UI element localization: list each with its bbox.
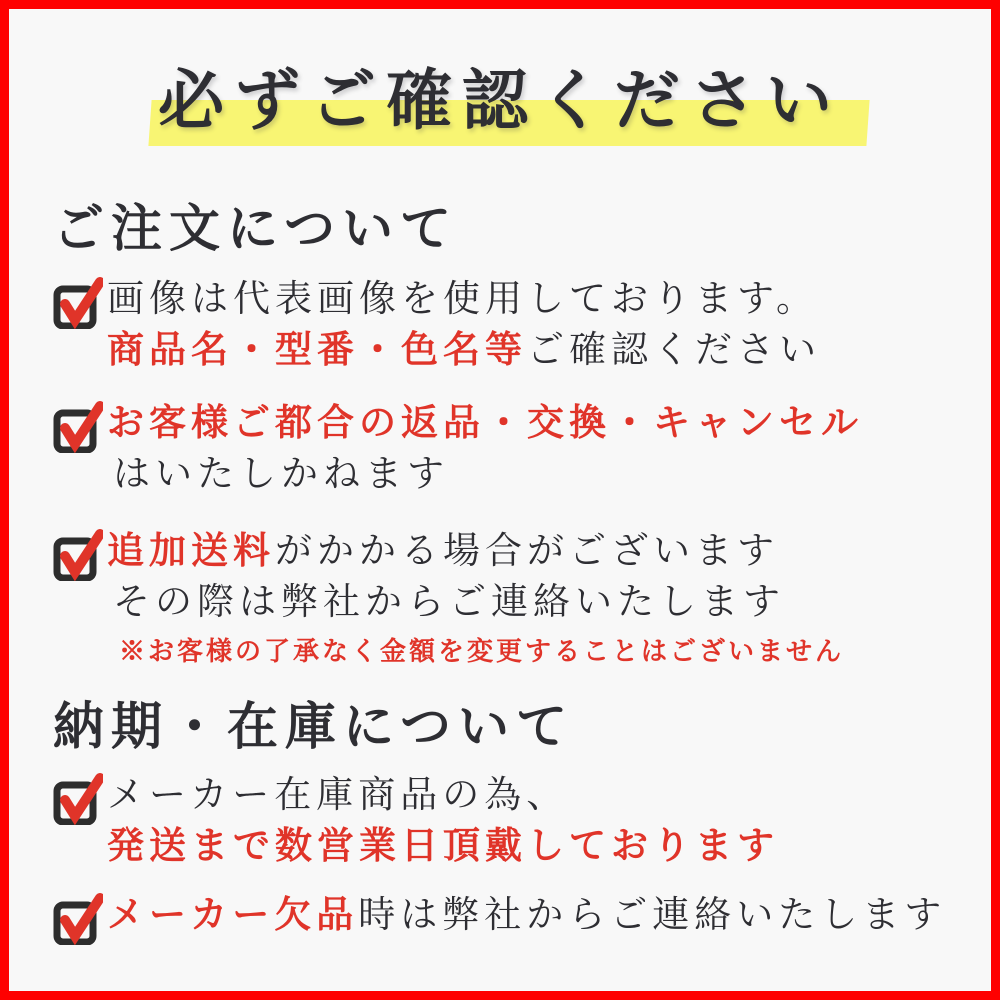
text-segment: がかかる場合がございます xyxy=(275,529,779,572)
notice-item-text xyxy=(107,889,946,940)
notice-item-text xyxy=(107,769,779,871)
text-segment: ご確認ください xyxy=(527,328,821,371)
text-segment-red: メーカー欠品 xyxy=(107,892,359,936)
notice-footnote: ※お客様の了承なく金額を変更することはございません xyxy=(119,637,845,667)
notice-line xyxy=(107,769,779,820)
notice-line xyxy=(107,273,821,324)
notice-item-text xyxy=(107,397,863,499)
checked-checkbox-icon xyxy=(53,525,103,581)
notice-item-extra-shipping xyxy=(53,525,844,671)
text-segment: 時は弊社からご連絡いたします xyxy=(358,893,947,936)
checked-checkbox-icon xyxy=(53,273,103,329)
section-heading-order: ご注文について xyxy=(53,199,458,259)
section-heading-stock: 納期・在庫について xyxy=(53,697,574,757)
text-segment-red: 商品名・型番・色名等 xyxy=(107,327,527,371)
text-segment: はいたしかねます xyxy=(113,452,449,495)
text-segment: メーカー在庫商品の為、 xyxy=(107,773,569,816)
notice-line xyxy=(107,889,946,940)
text-segment: その際は弊社からご連絡いたします xyxy=(113,580,785,623)
notice-item-text xyxy=(107,273,821,375)
notice-item-no-returns xyxy=(53,397,863,499)
text-segment: 画像は代表画像を使用しております。 xyxy=(107,277,819,320)
page-title: 必ずご確認ください xyxy=(158,61,842,139)
notice-line xyxy=(107,820,779,871)
notice-line xyxy=(107,324,821,375)
notice-line xyxy=(107,525,844,576)
notice-item-text xyxy=(107,525,844,671)
notice-line xyxy=(107,397,863,448)
checked-checkbox-icon xyxy=(53,889,103,945)
text-segment-red: 追加送料 xyxy=(107,528,275,572)
notice-item-representative-image xyxy=(53,273,821,375)
notice-line xyxy=(107,448,863,499)
checked-checkbox-icon xyxy=(53,397,103,453)
notice-item-maker-stock xyxy=(53,769,779,871)
checked-checkbox-icon xyxy=(53,769,103,825)
notice-line xyxy=(107,576,844,627)
notice-item-maker-shortage xyxy=(53,889,946,945)
text-segment-red: 発送まで数営業日頂戴しております xyxy=(107,823,779,867)
text-segment-red: お客様ご都合の返品・交換・キャンセル xyxy=(107,400,863,444)
